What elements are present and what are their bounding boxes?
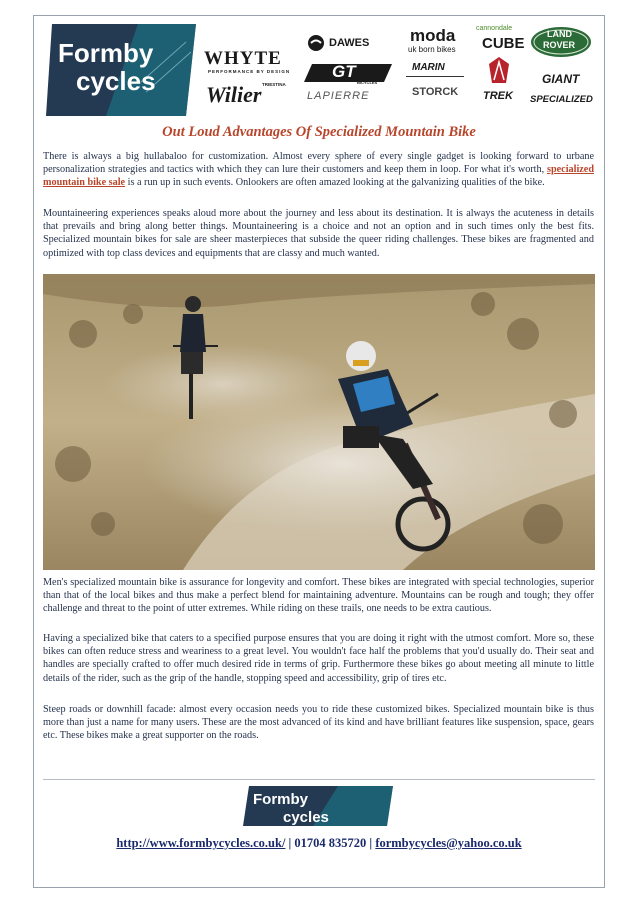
cannondale-logo: cannondale [476,25,513,32]
whyte-logo: WHYTE [204,48,282,69]
dawes-logo: DAWES [329,37,370,49]
footer-logo-text-formby: Formby [253,791,309,808]
moda-sub: uk born bikes [408,45,456,54]
landrover-logo-line1: LAND [547,29,572,39]
cube-logo: CUBE [482,35,525,52]
footer-logo-text-cycles: cycles [283,809,329,826]
specialized-bike-sale-link[interactable]: specialized mountain bike sale [43,164,594,189]
paragraph-intro [43,150,594,190]
phone-number: | 01704 835720 | [285,836,376,850]
footer-divider [43,779,595,780]
wilier-logo: Wilier [206,82,262,107]
paragraph-steep-roads: Steep roads or downhill facade: almost every occasion needs you to ride these customized bikes. Specialized mountain bike is thus more than just a name for many users. These are the most advanced of its kind and have brilliant features like suspension, space, gears etc. These bikes make a great supporter on the roads. [43,704,594,742]
logo-text-formby: Formby [58,38,154,68]
p1-text-start: There is always a big hullabaloo for customization. Almost every sphere of every single gadget is looking forward to urbane personalization strategies and tactics with which they can lure their customers and keep them in loop. For what it's worth, [43,151,594,176]
specialized-logo: SPECIALIZED [530,94,593,105]
trek-emblem-icon [488,56,510,84]
paragraph-purpose: Having a specialized bike that caters to a specified purpose ensures that you are doing it right with the utmost comfort. More so, these bikes can often reduce stress and weariness to a great level. You wouldn't face half the problems that you'd usually do. Their seat and handles are specially crafted to offer much desired ride in terms of grip. Furthermore these bikes go about meeting all minute to little details of the rider, such as the grip of the handle, stopping speed and accessibility, grip of tires etc. [43,633,594,684]
lapierre-logo: LAPIERRE [307,90,370,102]
contact-footer [40,836,598,851]
dawes-emblem-icon [307,34,325,52]
gt-sub: BICYCLES [357,80,378,85]
article-title: Out Loud Advantages Of Specialized Mountain Bike [162,124,476,140]
whyte-tagline: PERFORMANCE BY DESIGN [208,69,291,74]
paragraph-mountaineering: Mountaineering experiences speaks aloud more about the journey and less about its destination. It is always the acuteness in details that prevails and bring along better things. Mountaineering is a choice and not an option and in such times only the best fits. Specialized mountain bikes for sale are sheer masterpieces that subside the queer riding challenges. These bikes are fragmented and optimized with top class devices and equipments that are classy and much wanted. [43,208,594,259]
giant-logo: GIANT [542,72,580,86]
trek-logo: TREK [483,90,513,102]
marin-logo: MARIN [412,62,445,73]
website-link[interactable]: http://www.formbycycles.co.uk/ [116,836,286,850]
gt-logo: GT [332,62,356,81]
logo-text-cycles: cycles [76,66,156,96]
marin-rule [406,76,464,77]
formby-cycles-logo [46,22,196,118]
landrover-logo-line2: ROVER [543,40,576,50]
footer-formby-cycles-logo [243,785,393,827]
moda-logo: moda [410,26,456,45]
wilier-tag: TRIESTINA [262,82,286,87]
email-link[interactable]: formbycycles@yahoo.co.uk [375,836,522,850]
p1-text-end: is a run up in such events. Onlookers are often amazed looking at the galvanizing qualities of the bike. [125,177,545,189]
storck-logo: STORCK [412,86,459,98]
brand-header [42,20,598,124]
mountain-bikers-photo [43,274,595,570]
paragraph-mens-bike: Men's specialized mountain bike is assurance for longevity and comfort. These bikes are integrated with special technologies, superior than that of the local bikes and thus make a perfect blend for maintaining adventure. Mountains can be rough and tough; they offer challenge and threat to the point of utter extremes. While riding on these trails, one needs to be extra cautious. [43,577,594,615]
